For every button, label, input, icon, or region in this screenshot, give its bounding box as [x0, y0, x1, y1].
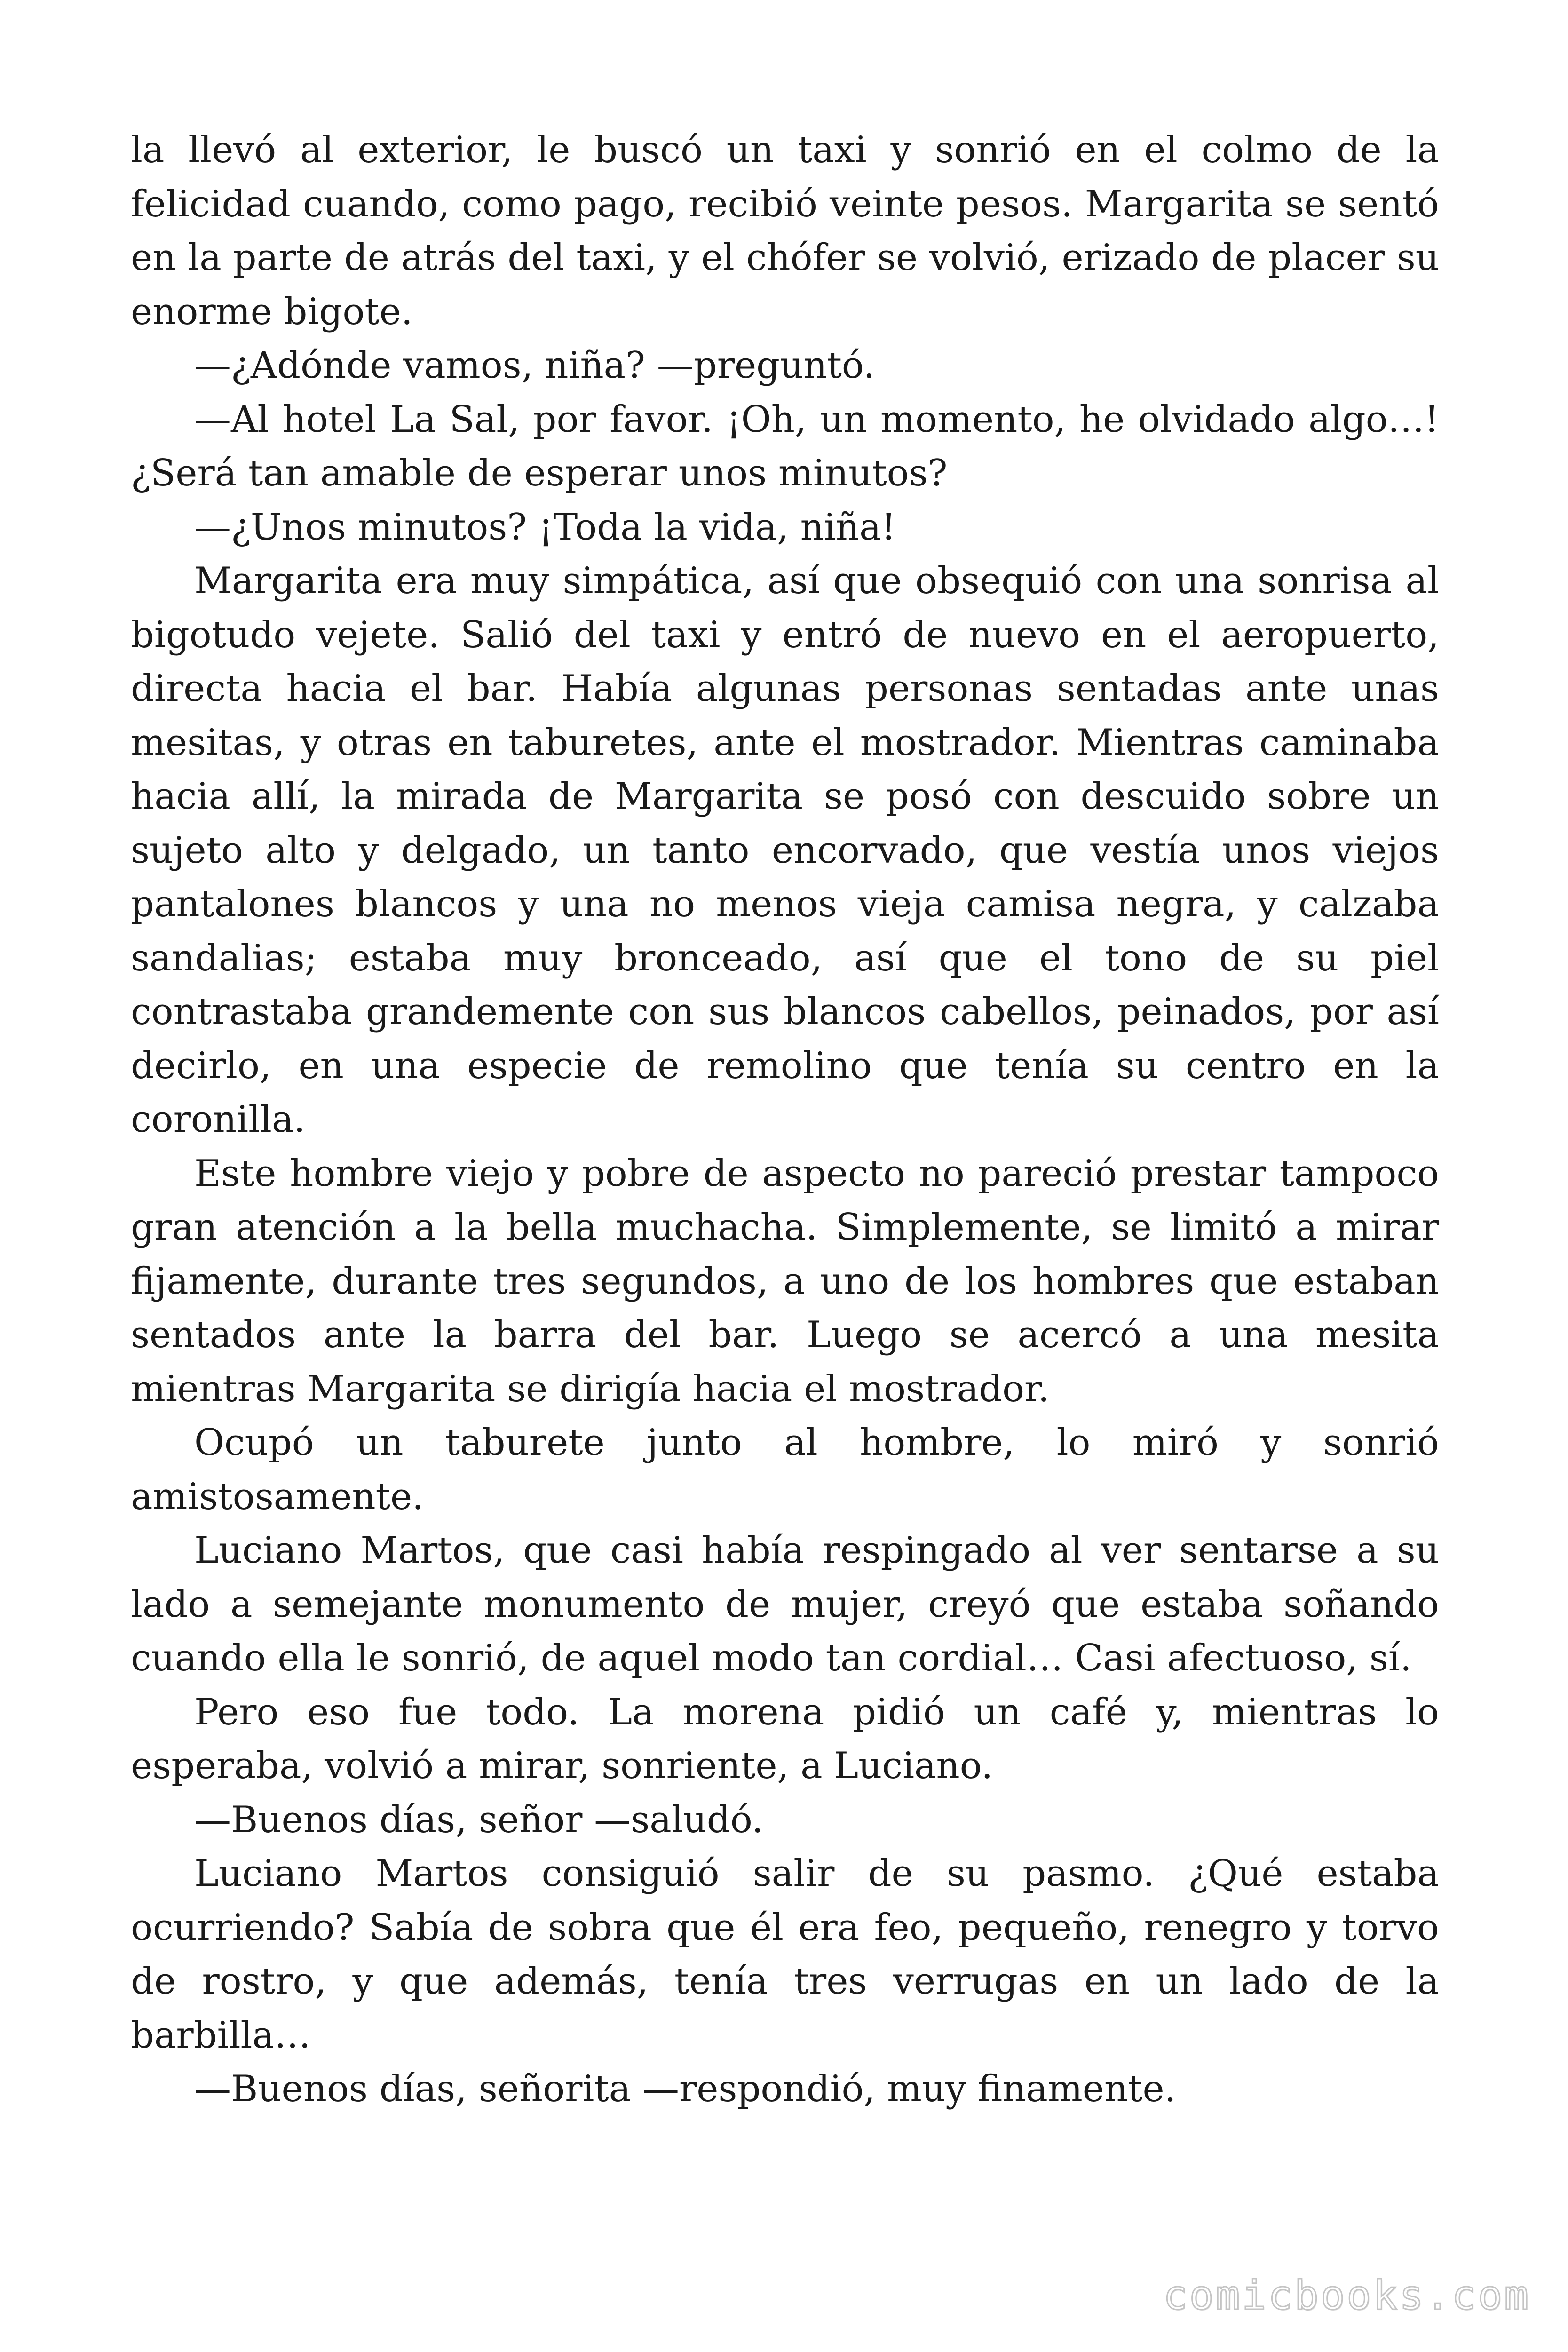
watermark: comicbooks.com	[1163, 2272, 1530, 2319]
book-page-text	[131, 123, 1439, 2116]
paragraph: —¿Unos minutos? ¡Toda la vida, niña!	[194, 506, 896, 548]
paragraph: Luciano Martos consiguió salir de su pasmo. ¿Qué estaba ocurriendo? Sabía de sobra que él era feo, pequeño, renegro y torvo de rostro, y que además, tenía tres verrugas en un lado de la barbilla…	[131, 1852, 1439, 2057]
paragraph: Luciano Martos, que casi había respingado al ver sentarse a su lado a semejante monumento de mujer, creyó que estaba soñando cuando ella le sonrió, de aquel modo tan cordial… Casi afectuoso, sí.	[131, 1529, 1439, 1679]
paragraph: la llevó al exterior, le buscó un taxi y sonrió en el colmo de la felicidad cuando, como pago, recibió veinte pesos. Margarita se sentó en la parte de atrás del taxi, y el chófer se volvió, erizado de placer su enorme bigote.	[131, 129, 1439, 333]
paragraph: Ocupó un taburete junto al hombre, lo miró y sonrió amistosamente.	[131, 1422, 1439, 1518]
paragraph: —Buenos días, señorita —respondió, muy finamente.	[194, 2068, 1176, 2110]
paragraph: Este hombre viejo y pobre de aspecto no pareció prestar tampoco gran atención a la bella muchacha. Simplemente, se limitó a mirar fijamente, durante tres segundos, a uno de los hombres que estaban sentados ante la barra del bar. Luego se acercó a una mesita mientras Margarita se dirigía hacia el mostrador.	[131, 1152, 1439, 1410]
paragraph: Pero eso fue todo. La morena pidió un café y, mientras lo esperaba, volvió a mirar, sonriente, a Luciano.	[131, 1691, 1439, 1787]
paragraph: —Al hotel La Sal, por favor. ¡Oh, un momento, he olvidado algo…! ¿Será tan amable de esperar unos minutos?	[131, 398, 1439, 494]
paragraph: —¿Adónde vamos, niña? —preguntó.	[194, 344, 875, 387]
paragraph: Margarita era muy simpática, así que obsequió con una sonrisa al bigotudo vejete. Salió del taxi y entró de nuevo en el aeropuerto, directa hacia el bar. Había algunas personas sentadas ante unas mesitas, y otras en taburetes, ante el mostrador. Mientras caminaba hacia allí, la mirada de Margarita se posó con descuido sobre un sujeto alto y delgado, un tanto encorvado, que vestía unos viejos pantalones blancos y una no menos vieja camisa negra, y calzaba sandalias; estaba muy bronceado, así que el tono de su piel contrastaba grandemente con sus blancos cabellos, peinados, por así decirlo, en una especie de remolino que tenía su centro en la coronilla.	[131, 560, 1439, 1141]
paragraph: —Buenos días, señor —saludó.	[194, 1798, 764, 1841]
